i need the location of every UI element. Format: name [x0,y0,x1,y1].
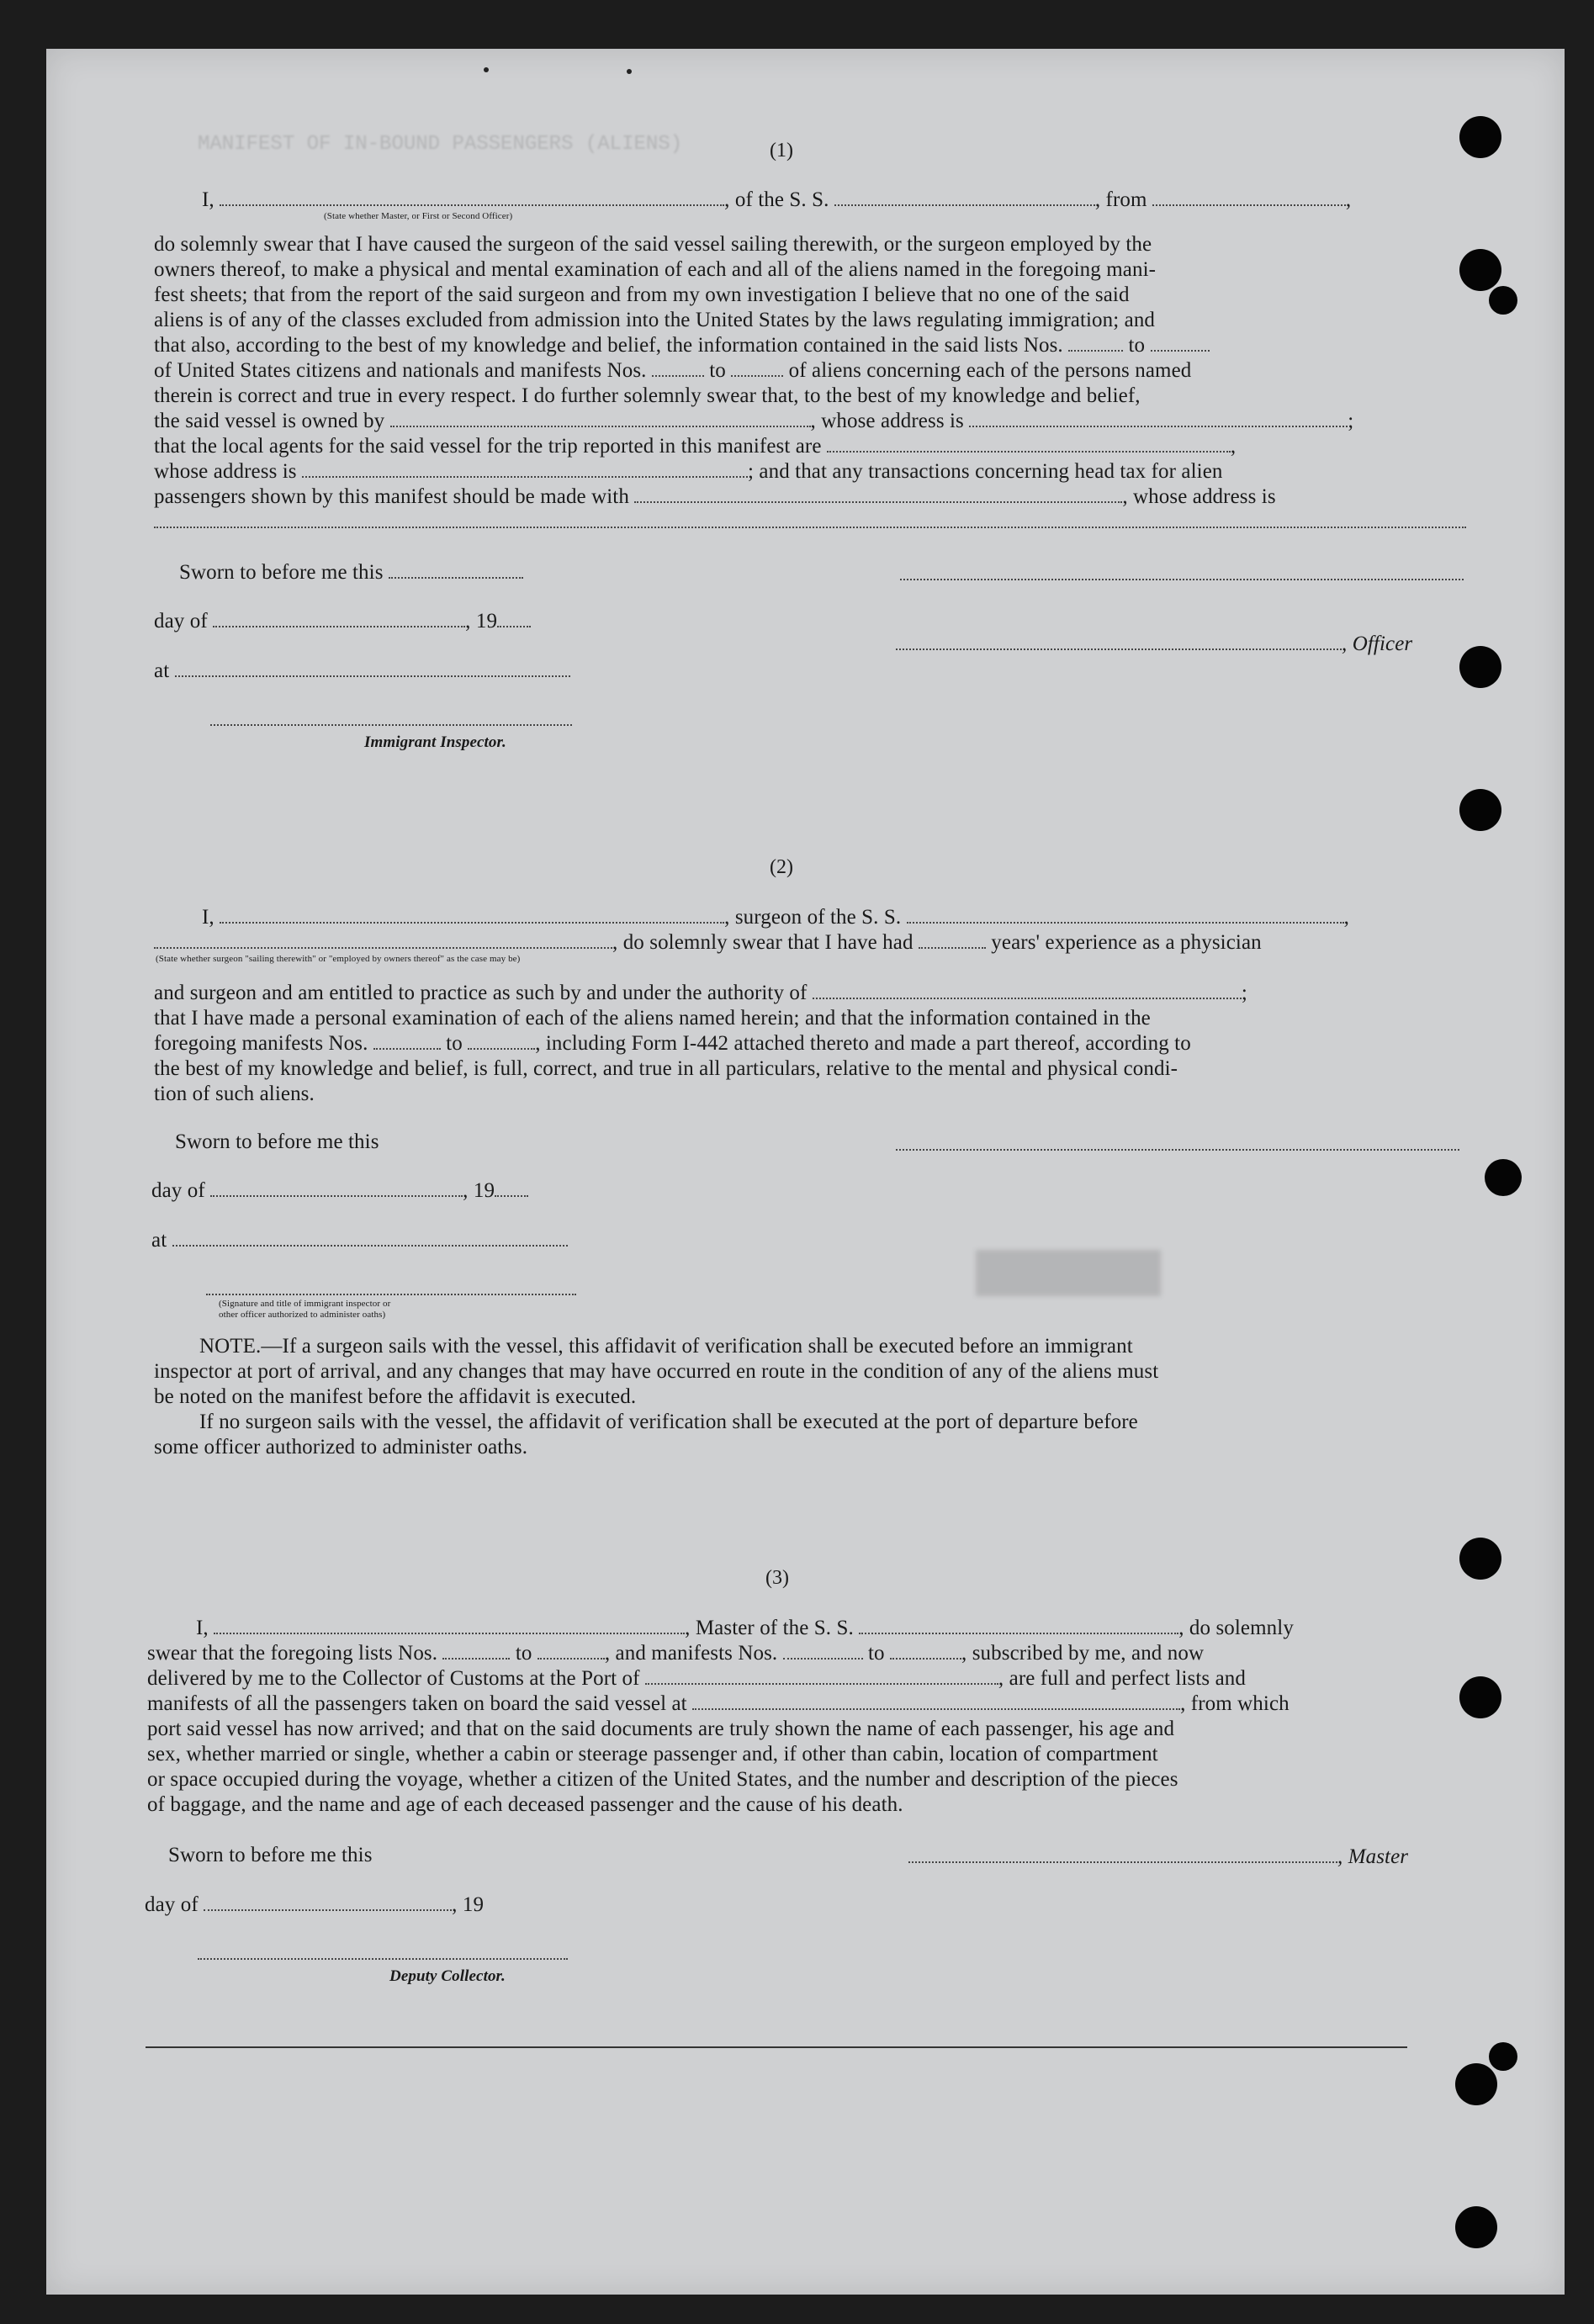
inspector-caption: Immigrant Inspector. [364,733,506,751]
body-text: sex, whether married or single, whether a cabin or steerage passenger and, if other than cabin, location of compartment [147,1743,1158,1765]
body-text: of baggage, and the name and age of each deceased passenger and the cause of his death. [147,1793,903,1816]
note-text: If no surgeon sails with the vessel, the affidavit of verification shall be executed at the port of departure before [199,1411,1138,1433]
punch-hole [1485,1159,1522,1196]
signature-line [210,724,572,726]
body-text: the said vessel is owned by , whose address is ; [154,410,1354,432]
field-caption: (State whether Master, or First or Second Officer) [324,211,513,221]
punch-hole [1459,116,1501,158]
punch-hole [1489,2042,1517,2071]
document-sheet [46,49,1565,2295]
signature-line [896,1149,1459,1151]
body-text: port said vessel has now arrived; and that on the said documents are truly shown the name of each passenger, his age and [147,1718,1175,1740]
body-text: of United States citizens and nationals and manifests Nos. to of aliens concerning each of the persons named [154,359,1192,382]
punch-hole [1459,646,1501,688]
speck [484,67,489,72]
day-of-label: day of , 19 [154,609,531,634]
body-text: manifests of all the passengers taken on board the said vessel at , from which [147,1692,1289,1715]
body-text: aliens is of any of the classes excluded from admission into the United States by the laws regulating immigration; and [154,309,1156,331]
body-text: that I have made a personal examination of each of the aliens named herein; and that the information contained in the [154,1007,1151,1030]
signature-line [206,1294,576,1295]
master-label: , Master [908,1845,1408,1870]
oath-line: I, , Master of the S. S. , do solemnly [196,1617,1294,1639]
note-text: inspector at port of arrival, and any changes that may have occurred en route in the condition of any of the aliens must [154,1360,1159,1383]
sworn-label: Sworn to before me this [179,560,523,585]
bleed-through: MANIFEST OF IN-BOUND PASSENGERS (ALIENS) [198,133,683,156]
collector-caption: Deputy Collector. [389,1967,506,1985]
body-text: owners thereof, to make a physical and mental examination of each and all of the aliens named in the foregoing mani- [154,258,1157,281]
body-text: and surgeon and am entitled to practice as such by and under the authority of ; [154,982,1247,1004]
section-number: (3) [765,1567,789,1589]
sworn-label: Sworn to before me this [168,1844,373,1866]
stamp-mark [976,1250,1161,1296]
field-caption: (State whether surgeon "sailing therewith" or "employed by owners thereof" as the case may be) [156,954,521,964]
oath-line: I, , surgeon of the S. S. , [202,906,1349,929]
body-text: do solemnly swear that I have caused the surgeon of the said vessel sailing therewith, or the surgeon employed by the [154,233,1152,256]
sworn-label: Sworn to before me this [175,1130,379,1153]
body-text: that the local agents for the said vessel for the trip reported in this manifest are , [154,435,1237,458]
body-text: swear that the foregoing lists Nos. to , and manifests Nos. to , subscribed by me, and now [147,1642,1205,1665]
sig-caption: (Signature and title of immigrant inspector or [219,1299,391,1309]
body-text: delivered by me to the Collector of Customs at the Port of , are full and perfect lists and [147,1667,1246,1690]
at-label: at [154,659,570,684]
signature-line [900,579,1464,580]
section-number: (2) [770,856,793,878]
body-text: therein is correct and true in every respect. I do further solemnly swear that, to the best of my knowledge and belief, [154,384,1141,407]
body-text: foregoing manifests Nos. to , including Form I-442 attached thereto and made a part thereof, according to [154,1032,1191,1055]
body-text: whose address is ; and that any transactions concerning head tax for alien [154,460,1223,483]
speck [627,69,632,74]
punch-hole [1489,286,1517,315]
punch-hole [1455,2063,1497,2105]
punch-hole [1459,1676,1501,1718]
body-text: fest sheets; that from the report of the said surgeon and from my own investigation I believe that no one of the said [154,283,1130,306]
punch-hole [1459,1538,1501,1580]
punch-hole [1459,789,1501,831]
oath-line: I, , of the S. S. , from , [202,188,1352,211]
signature-line [198,1958,568,1960]
officer-label: , Officer [896,632,1412,657]
address-line [154,527,1466,528]
sig-caption: other officer authorized to administer oaths) [219,1310,386,1320]
body-text: the best of my knowledge and belief, is full, correct, and true in all particulars, relative to the mental and physical condi- [154,1057,1178,1080]
at-label: at [151,1228,568,1253]
bottom-rule [146,2046,1407,2048]
day-of-label: day of , 19 [145,1893,485,1916]
body-text: tion of such aliens. [154,1083,315,1105]
body-text: that also, according to the best of my knowledge and belief, the information contained in the said lists Nos. to [154,333,1210,358]
section-number: (1) [770,140,793,161]
punch-hole [1455,2206,1497,2248]
note-text: some officer authorized to administer oaths. [154,1436,528,1458]
day-of-label: day of , 19 [151,1178,528,1204]
body-text: or space occupied during the voyage, whether a citizen of the United States, and the number and description of the pieces [147,1768,1178,1791]
body-text: passengers shown by this manifest should be made with , whose address is [154,485,1276,508]
oath-line: , do solemnly swear that I have had years' experience as a physician [154,930,1262,956]
note-text: be noted on the manifest before the affidavit is executed. [154,1385,637,1408]
punch-hole [1459,249,1501,291]
note-text: NOTE.—If a surgeon sails with the vessel, this affidavit of verification shall be executed before an immigrant [199,1335,1133,1358]
